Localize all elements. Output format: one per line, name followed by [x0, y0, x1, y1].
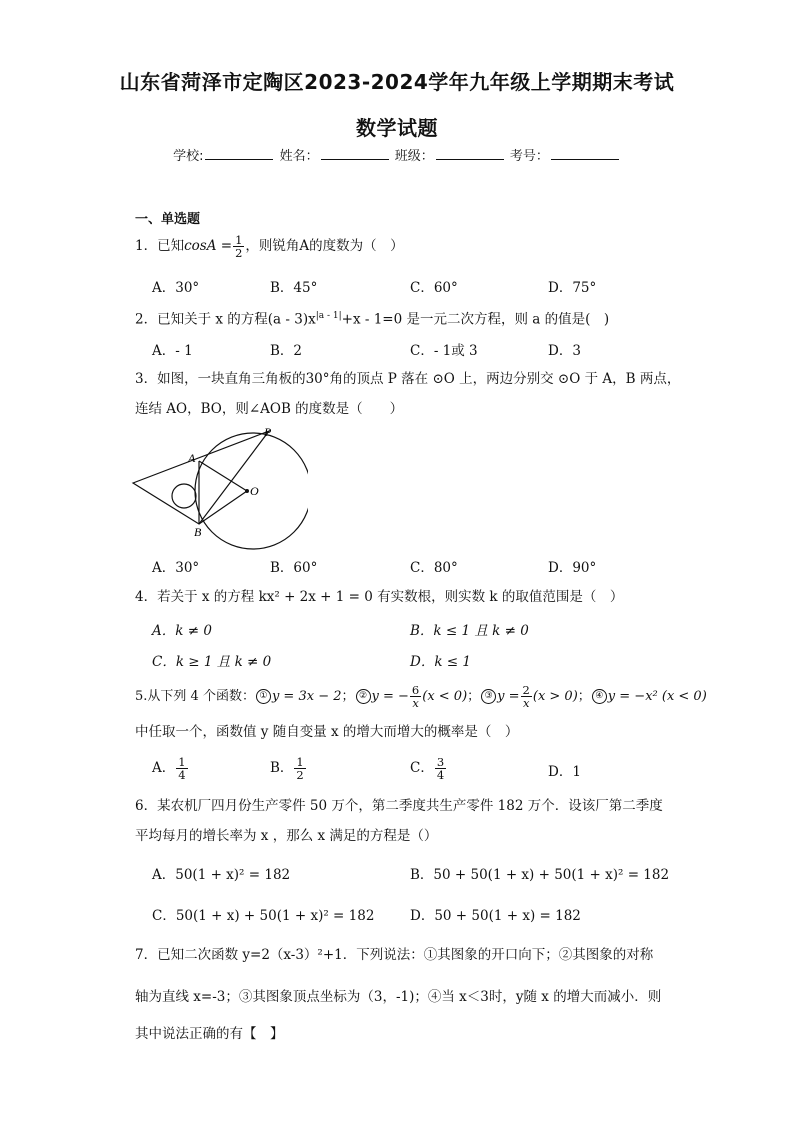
- q2-exponent: |a - 1|: [315, 311, 342, 321]
- q5-func-3b: (x > 0): [532, 689, 578, 704]
- question-2: [135, 306, 675, 330]
- q5-func-3-frac: [521, 684, 532, 709]
- section-heading: 一、单选题: [135, 212, 201, 227]
- paper-title-line2: 数学试题: [356, 116, 438, 140]
- q5-func-2b: (x < 0): [422, 689, 468, 704]
- q2-option-a[interactable]: A．- 1: [152, 343, 193, 359]
- question-3-line2: 连结 AO，BO，则∠AOB 的度数是（ ）: [135, 401, 404, 417]
- q1-suffix: ，则锐角A的度数为（ ）: [245, 238, 404, 254]
- q1-option-d[interactable]: D．75°: [548, 280, 597, 296]
- q5-b-num: 1: [296, 755, 304, 769]
- q4-option-c[interactable]: C．k ≥ 1 且 k ≠ 0: [152, 654, 272, 670]
- question-5-line2: 中任取一个，函数值 y 随自变量 x 的增大而增大的概率是（ ）: [135, 724, 519, 740]
- triangle-ruler: [133, 431, 269, 524]
- name-blank[interactable]: [321, 147, 389, 160]
- q5-f2-num: 6: [411, 683, 420, 697]
- q5-c-label: C．: [410, 760, 434, 776]
- q4-option-d[interactable]: D．k ≤ 1: [410, 654, 471, 670]
- q5-mark-2: ②: [356, 689, 371, 704]
- q2-option-c[interactable]: C．- 1或 3: [410, 343, 478, 359]
- q5-b-label: B．: [270, 760, 294, 776]
- question-6-line2: 平均每月的增长率为 x ，那么 x 满足的方程是（）: [135, 828, 438, 844]
- q6-option-b[interactable]: B．50 + 50(1 + x) + 50(1 + x)² = 182: [410, 867, 670, 883]
- number-blank[interactable]: [551, 147, 619, 160]
- q2-text2: +x - 1=0 是一元二次方程，则 a 的值是( ): [341, 311, 610, 328]
- q5-a-label: A．: [152, 760, 176, 776]
- q5-c-num: 3: [436, 755, 445, 769]
- q6-option-c[interactable]: C．50(1 + x) + 50(1 + x)² = 182: [152, 908, 375, 924]
- q5-c-den: 4: [436, 768, 445, 782]
- question-3-line1: 3．如图，一块直角三角板的30°角的顶点 P 落在 ⊙O 上，两边分别交 ⊙O 于 A，B 两点，: [135, 371, 681, 387]
- q5-func-2a: y = −: [371, 689, 409, 704]
- q1-frac-num: 1: [235, 233, 243, 247]
- q5-option-a[interactable]: [152, 756, 189, 781]
- student-info-row: [0, 145, 794, 164]
- question-4: 4．若关于 x 的方程 kx² + 2x + 1 = 0 有实数根，则实数 k 的取值范围是（ ）: [135, 589, 624, 605]
- q5-func-1: y = 3x − 2: [271, 689, 342, 704]
- q5-c-frac: [435, 756, 446, 781]
- q5-mark-1: ①: [256, 689, 271, 704]
- school-label: 学校:: [173, 149, 204, 164]
- q2-text: 2．已知关于 x 的方程(a - 3)x: [135, 311, 316, 328]
- q5-func-2-frac: [410, 684, 421, 709]
- question-7-line2: 轴为直线 x=-3；③其图象顶点坐标为（3，-1)；④当 x＜3时，y随 x 的增大而减小．则: [135, 989, 662, 1005]
- class-label: 班级：: [394, 149, 434, 164]
- q1-fraction: [233, 234, 244, 259]
- q6-option-a[interactable]: A．50(1 + x)² = 182: [152, 867, 291, 883]
- q2-option-d[interactable]: D．3: [548, 343, 581, 359]
- segment-bo: [199, 491, 247, 524]
- paper-title-line1: 山东省菏泽市定陶区2023-2024学年九年级上学期期末考试: [119, 70, 675, 94]
- q3-option-a[interactable]: A．30°: [152, 560, 200, 576]
- q5-func-3a: y =: [497, 689, 520, 704]
- ruler-hole: [172, 484, 196, 508]
- q5-b-frac: [294, 756, 305, 781]
- question-1: [135, 234, 675, 259]
- school-blank[interactable]: [205, 147, 273, 160]
- q5-a-frac: [176, 756, 187, 781]
- q3-option-b[interactable]: B．60°: [270, 560, 318, 576]
- q5-option-b[interactable]: [270, 756, 307, 781]
- question-7-line3: 其中说法正确的有【 】: [135, 1026, 284, 1042]
- q1-frac-den: 2: [235, 246, 243, 260]
- q5-option-d[interactable]: D．1: [548, 764, 581, 780]
- q3-figure: [128, 424, 308, 554]
- q5-lead: 5.从下列 4 个函数：: [135, 689, 255, 704]
- q4-option-b[interactable]: B．k ≤ 1 且 k ≠ 0: [410, 623, 529, 639]
- name-label: 姓名：: [279, 149, 319, 164]
- q5-mark-3: ③: [481, 689, 496, 704]
- q5-f3-den: x: [522, 696, 530, 710]
- label-b: B: [194, 525, 202, 539]
- q5-option-c[interactable]: [410, 756, 447, 781]
- q1-option-b[interactable]: B．45°: [270, 280, 318, 296]
- class-blank[interactable]: [436, 147, 504, 160]
- q5-a-den: 4: [178, 768, 186, 782]
- point-o: [245, 489, 249, 493]
- q1-expr: cosA =: [184, 238, 233, 254]
- q4-option-a[interactable]: A．k ≠ 0: [152, 623, 212, 639]
- q3-option-d[interactable]: D．90°: [548, 560, 597, 576]
- q5-f2-den: x: [412, 696, 419, 710]
- q5-a-num: 1: [178, 755, 186, 769]
- question-7-line1: 7．已知二次函数 y=2（x-3）²+1．下列说法：①其图象的开口向下；②其图象的对称: [135, 947, 654, 963]
- q5-f3-num: 2: [522, 683, 530, 697]
- q1-prefix: 1．已知: [135, 238, 185, 254]
- q5-func-4: y = −x² (x < 0): [607, 689, 707, 704]
- label-o: O: [250, 484, 259, 498]
- number-label: 考号：: [509, 149, 549, 164]
- q3-option-c[interactable]: C．80°: [410, 560, 458, 576]
- q6-option-d[interactable]: D．50 + 50(1 + x) = 182: [410, 908, 581, 924]
- q2-option-b[interactable]: B．2: [270, 343, 303, 359]
- q1-option-c[interactable]: C．60°: [410, 280, 458, 296]
- label-p: P: [264, 425, 272, 439]
- q5-b-den: 2: [296, 768, 304, 782]
- q5-mark-4: ④: [592, 689, 607, 704]
- question-5-line1: 5.从下列 4 个函数： ① y = 3x − 2； ② y = − $\frac{6}{x}$ (x < 0)； ③ y = $\frac{2}{x}$ (x > 0)； ④ y = −x² (x < 0): [135, 683, 707, 710]
- question-6-line1: 6．某农机厂四月份生产零件 50 万个，第二季度共生产零件 182 万个．设该厂第二季度: [135, 798, 663, 814]
- label-a: A: [188, 451, 196, 465]
- q1-option-a[interactable]: A．30°: [152, 280, 200, 296]
- segment-ao: [199, 461, 247, 491]
